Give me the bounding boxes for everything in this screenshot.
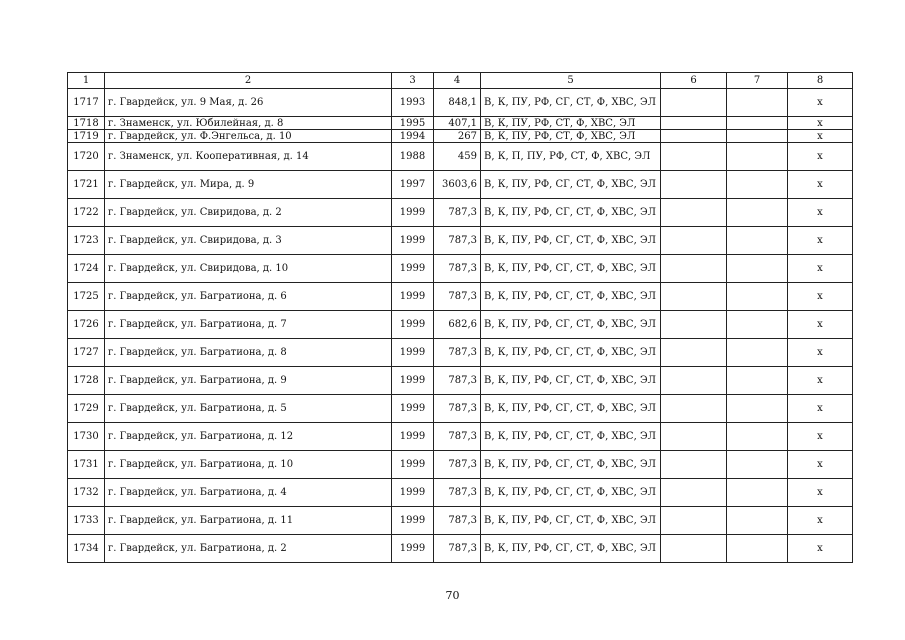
table-row [68, 255, 853, 283]
area-cell: 787,3 [434, 283, 481, 311]
col8-mark-cell: х [788, 255, 853, 283]
row-number-cell: 1733 [68, 507, 105, 535]
col8-mark-cell: х [788, 507, 853, 535]
address-cell: г. Гвардейск, ул. Свиридова, д. 2 [105, 199, 392, 227]
row-number-cell: 1722 [68, 199, 105, 227]
row-number-cell: 1725 [68, 283, 105, 311]
systems-cell: В, К, ПУ, РФ, СГ, СТ, Ф, ХВС, ЭЛ [481, 199, 661, 227]
col6-cell [661, 171, 727, 199]
row-number-cell: 1717 [68, 89, 105, 117]
col6-cell [661, 507, 727, 535]
year-cell: 1999 [392, 255, 434, 283]
col6-cell [661, 535, 727, 563]
area-cell: 848,1 [434, 89, 481, 117]
address-cell: г. Знаменск, ул. Кооперативная, д. 14 [105, 143, 392, 171]
table-row [68, 130, 853, 143]
address-cell: г. Гвардейск, ул. Багратиона, д. 5 [105, 395, 392, 423]
address-cell: г. Гвардейск, ул. Багратиона, д. 8 [105, 339, 392, 367]
header-col-1: 1 [68, 73, 105, 89]
col6-cell [661, 143, 727, 171]
area-cell: 787,3 [434, 395, 481, 423]
year-cell: 1999 [392, 367, 434, 395]
area-cell: 787,3 [434, 199, 481, 227]
year-cell: 1999 [392, 339, 434, 367]
systems-cell: В, К, ПУ, РФ, СГ, СТ, Ф, ХВС, ЭЛ [481, 423, 661, 451]
header-col-2: 2 [105, 73, 392, 89]
col6-cell [661, 395, 727, 423]
col8-mark-cell: х [788, 423, 853, 451]
header-col-5: 5 [481, 73, 661, 89]
year-cell: 1999 [392, 395, 434, 423]
row-number-cell: 1729 [68, 395, 105, 423]
col6-cell [661, 423, 727, 451]
table-row [68, 283, 853, 311]
systems-cell: В, К, ПУ, РФ, СГ, СТ, Ф, ХВС, ЭЛ [481, 89, 661, 117]
col6-cell [661, 339, 727, 367]
address-cell: г. Гвардейск, ул. Ф.Энгельса, д. 10 [105, 130, 392, 143]
col8-mark-cell: х [788, 227, 853, 255]
col8-mark-cell: х [788, 311, 853, 339]
col8-mark-cell: х [788, 89, 853, 117]
area-cell: 787,3 [434, 479, 481, 507]
col8-mark-cell: х [788, 451, 853, 479]
col6-cell [661, 311, 727, 339]
col6-cell [661, 451, 727, 479]
table-row [68, 339, 853, 367]
row-number-cell: 1732 [68, 479, 105, 507]
systems-cell: В, К, ПУ, РФ, СГ, СТ, Ф, ХВС, ЭЛ [481, 171, 661, 199]
col8-mark-cell: х [788, 143, 853, 171]
col7-cell [727, 339, 788, 367]
table-row [68, 143, 853, 171]
address-cell: г. Гвардейск, ул. Багратиона, д. 9 [105, 367, 392, 395]
row-number-cell: 1720 [68, 143, 105, 171]
table-row [68, 479, 853, 507]
table-row [68, 311, 853, 339]
systems-cell: В, К, ПУ, РФ, СГ, СТ, Ф, ХВС, ЭЛ [481, 255, 661, 283]
table-row [68, 227, 853, 255]
col7-cell [727, 535, 788, 563]
year-cell: 1999 [392, 227, 434, 255]
year-cell: 1993 [392, 89, 434, 117]
header-col-3: 3 [392, 73, 434, 89]
header-col-7: 7 [727, 73, 788, 89]
area-cell: 682,6 [434, 311, 481, 339]
systems-cell: В, К, ПУ, РФ, СГ, СТ, Ф, ХВС, ЭЛ [481, 395, 661, 423]
area-cell: 3603,6 [434, 171, 481, 199]
housing-register-table [67, 72, 853, 563]
row-number-cell: 1718 [68, 117, 105, 130]
col7-cell [727, 199, 788, 227]
col7-cell [727, 451, 788, 479]
table-row [68, 423, 853, 451]
area-cell: 787,3 [434, 227, 481, 255]
col7-cell [727, 311, 788, 339]
row-number-cell: 1719 [68, 130, 105, 143]
address-cell: г. Гвардейск, ул. Багратиона, д. 11 [105, 507, 392, 535]
row-number-cell: 1724 [68, 255, 105, 283]
area-cell: 787,3 [434, 255, 481, 283]
systems-cell: В, К, ПУ, РФ, СГ, СТ, Ф, ХВС, ЭЛ [481, 451, 661, 479]
col8-mark-cell: х [788, 171, 853, 199]
area-cell: 787,3 [434, 535, 481, 563]
address-cell: г. Гвардейск, ул. Мира, д. 9 [105, 171, 392, 199]
header-col-6: 6 [661, 73, 727, 89]
systems-cell: В, К, ПУ, РФ, СГ, СТ, Ф, ХВС, ЭЛ [481, 283, 661, 311]
col8-mark-cell: х [788, 395, 853, 423]
col7-cell [727, 117, 788, 130]
page-number: 70 [445, 589, 460, 602]
address-cell: г. Гвардейск, ул. Багратиона, д. 6 [105, 283, 392, 311]
table-row [68, 535, 853, 563]
row-number-cell: 1731 [68, 451, 105, 479]
systems-cell: В, К, ПУ, РФ, СГ, СТ, Ф, ХВС, ЭЛ [481, 479, 661, 507]
col7-cell [727, 479, 788, 507]
table-row [68, 451, 853, 479]
col8-mark-cell: х [788, 479, 853, 507]
col7-cell [727, 130, 788, 143]
year-cell: 1995 [392, 117, 434, 130]
row-number-cell: 1723 [68, 227, 105, 255]
col6-cell [661, 255, 727, 283]
address-cell: г. Гвардейск, ул. Свиридова, д. 3 [105, 227, 392, 255]
col8-mark-cell: х [788, 199, 853, 227]
row-number-cell: 1727 [68, 339, 105, 367]
table-row [68, 507, 853, 535]
col6-cell [661, 479, 727, 507]
address-cell: г. Гвардейск, ул. Свиридова, д. 10 [105, 255, 392, 283]
col7-cell [727, 89, 788, 117]
systems-cell: В, К, ПУ, РФ, СГ, СТ, Ф, ХВС, ЭЛ [481, 535, 661, 563]
header-col-4: 4 [434, 73, 481, 89]
area-cell: 787,3 [434, 339, 481, 367]
row-number-cell: 1728 [68, 367, 105, 395]
systems-cell: В, К, ПУ, РФ, СГ, СТ, Ф, ХВС, ЭЛ [481, 311, 661, 339]
address-cell: г. Гвардейск, ул. Багратиона, д. 7 [105, 311, 392, 339]
table-body [68, 89, 853, 563]
col6-cell [661, 227, 727, 255]
table-row [68, 199, 853, 227]
address-cell: г. Гвардейск, ул. 9 Мая, д. 26 [105, 89, 392, 117]
area-cell: 787,3 [434, 451, 481, 479]
table-row [68, 89, 853, 117]
year-cell: 1994 [392, 130, 434, 143]
systems-cell: В, К, ПУ, РФ, СТ, Ф, ХВС, ЭЛ [481, 130, 661, 143]
address-cell: г. Знаменск, ул. Юбилейная, д. 8 [105, 117, 392, 130]
address-cell: г. Гвардейск, ул. Багратиона, д. 10 [105, 451, 392, 479]
col7-cell [727, 507, 788, 535]
year-cell: 1999 [392, 507, 434, 535]
col8-mark-cell: х [788, 535, 853, 563]
year-cell: 1999 [392, 283, 434, 311]
systems-cell: В, К, П, ПУ, РФ, СТ, Ф, ХВС, ЭЛ [481, 143, 661, 171]
address-cell: г. Гвардейск, ул. Багратиона, д. 12 [105, 423, 392, 451]
col6-cell [661, 130, 727, 143]
col7-cell [727, 395, 788, 423]
year-cell: 1999 [392, 199, 434, 227]
col7-cell [727, 171, 788, 199]
row-number-cell: 1721 [68, 171, 105, 199]
col7-cell [727, 227, 788, 255]
year-cell: 1999 [392, 423, 434, 451]
col8-mark-cell: х [788, 367, 853, 395]
col7-cell [727, 367, 788, 395]
systems-cell: В, К, ПУ, РФ, СГ, СТ, Ф, ХВС, ЭЛ [481, 227, 661, 255]
col8-mark-cell: х [788, 130, 853, 143]
year-cell: 1999 [392, 535, 434, 563]
year-cell: 1999 [392, 479, 434, 507]
systems-cell: В, К, ПУ, РФ, СГ, СТ, Ф, ХВС, ЭЛ [481, 367, 661, 395]
year-cell: 1999 [392, 451, 434, 479]
year-cell: 1997 [392, 171, 434, 199]
area-cell: 787,3 [434, 423, 481, 451]
year-cell: 1988 [392, 143, 434, 171]
table-header-row [68, 73, 853, 89]
area-cell: 267 [434, 130, 481, 143]
header-col-8: 8 [788, 73, 853, 89]
col7-cell [727, 255, 788, 283]
col7-cell [727, 143, 788, 171]
col6-cell [661, 89, 727, 117]
row-number-cell: 1734 [68, 535, 105, 563]
systems-cell: В, К, ПУ, РФ, СГ, СТ, Ф, ХВС, ЭЛ [481, 339, 661, 367]
col8-mark-cell: х [788, 339, 853, 367]
table-row [68, 395, 853, 423]
area-cell: 407,1 [434, 117, 481, 130]
systems-cell: В, К, ПУ, РФ, СТ, Ф, ХВС, ЭЛ [481, 117, 661, 130]
area-cell: 787,3 [434, 507, 481, 535]
row-number-cell: 1730 [68, 423, 105, 451]
col8-mark-cell: х [788, 283, 853, 311]
table-row [68, 171, 853, 199]
col6-cell [661, 199, 727, 227]
year-cell: 1999 [392, 311, 434, 339]
col6-cell [661, 367, 727, 395]
col8-mark-cell: х [788, 117, 853, 130]
systems-cell: В, К, ПУ, РФ, СГ, СТ, Ф, ХВС, ЭЛ [481, 507, 661, 535]
col7-cell [727, 283, 788, 311]
address-cell: г. Гвардейск, ул. Багратиона, д. 2 [105, 535, 392, 563]
col7-cell [727, 423, 788, 451]
col6-cell [661, 283, 727, 311]
area-cell: 459 [434, 143, 481, 171]
table-row [68, 367, 853, 395]
table-row [68, 117, 853, 130]
address-cell: г. Гвардейск, ул. Багратиона, д. 4 [105, 479, 392, 507]
col6-cell [661, 117, 727, 130]
area-cell: 787,3 [434, 367, 481, 395]
row-number-cell: 1726 [68, 311, 105, 339]
